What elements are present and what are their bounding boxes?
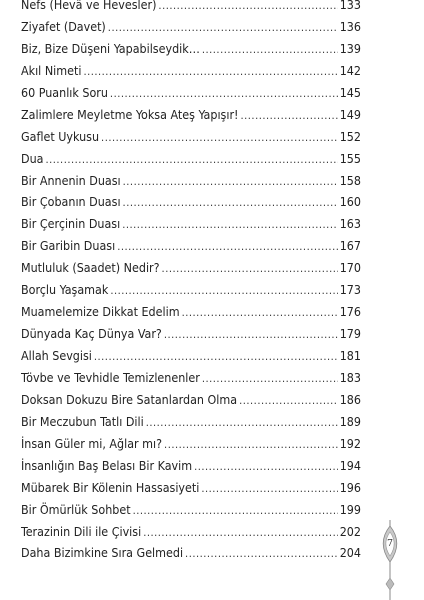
toc-entry-page: 170 [339,260,361,276]
toc-entry-title: Mutluluk (Saadet) Nedir? [21,260,160,276]
toc-entry-title: Muamelemize Dikkat Edelim [21,304,180,320]
toc-entry [21,370,361,392]
toc-entry-title: Terazinin Dili ile Çivisi [21,523,142,539]
dot-leader [110,87,338,100]
dot-leader [194,460,338,473]
toc-entry [21,41,361,63]
toc-entry-title: Bir Çerçinin Duası [21,216,121,232]
toc-entry [21,173,361,195]
toc-entry [21,458,361,480]
dot-leader [123,196,338,209]
toc-entry-title: Daha Bizimkine Sıra Gelmedi [21,545,184,561]
toc-entry [21,392,361,414]
dot-leader [117,240,338,253]
toc-entry [21,502,361,524]
toc-entry-page: 181 [339,348,361,363]
toc-entry-page: 155 [339,150,361,166]
toc-entry [21,326,361,348]
toc-entry [21,414,361,436]
toc-entry-page: 199 [339,501,361,517]
dot-leader [164,328,338,341]
toc-entry-title: Allah Sevgisi [21,348,92,363]
dot-leader [182,306,338,319]
toc-entry-title: İnsanlığın Baş Belası Bir Kavim [21,457,193,473]
toc-entry [21,348,361,370]
toc-entry [21,282,361,304]
toc-entry [21,216,361,238]
toc-entry-page: 163 [339,216,361,232]
toc-entry-page: 145 [339,84,361,100]
toc-entry-title: Bir Meczubun Tatlı Dili [21,413,144,429]
dot-leader [94,350,338,363]
toc-entry-page: 176 [339,304,361,320]
page-ornament-icon [376,520,404,600]
toc-entry-title: 60 Puanlık Soru [21,84,108,100]
toc-entry-title: Zalimlere Meyletme Yoksa Ateş Yapışır! [21,106,239,122]
page-number: 7 [386,538,394,549]
toc-entry [21,304,361,326]
toc-entry-page: 192 [339,435,361,451]
dot-leader [123,175,338,188]
toc-entry-page: 196 [339,479,361,495]
toc-entry-title: Dünyada Kaç Dünya Var? [21,326,162,342]
toc-entry-page: 204 [339,545,361,561]
dot-leader [133,504,338,517]
dot-leader [201,482,337,495]
toc-entry [21,0,361,19]
toc-entry-title: Doksan Dokuzu Bire Satanlardan Olma [21,391,238,407]
toc-entry-title: Akıl Nimeti [21,62,82,78]
toc-entry-page: 179 [339,326,361,342]
dot-leader [143,526,338,539]
toc-entry-page: 202 [339,523,361,539]
toc-entry-page: 167 [339,238,361,254]
toc-entry-page: 186 [339,391,361,407]
toc-entry [21,107,361,129]
toc-entry [21,436,361,458]
dot-leader [110,284,337,297]
toc-entry-page: 173 [339,282,361,298]
toc-entry-page: 139 [339,40,361,56]
toc-entry [21,151,361,173]
toc-entry-title: Mübarek Bir Kölenin Hassasiyeti [21,479,200,495]
toc-entry-title: Bir Çobanın Duası [21,194,121,210]
dot-leader [108,21,338,34]
toc-entry-title: Gaflet Uykusu [21,128,100,144]
dot-leader [185,547,338,560]
dot-leader [202,372,338,385]
dot-leader [202,43,338,56]
dot-leader [146,416,338,429]
toc-entry-title: İnsan Güler mi, Ağlar mı? [21,435,163,451]
toc-entry-page: 152 [339,128,361,144]
toc-entry-title: Nefs (Hevâ ve Hevesler) [21,0,157,12]
toc-entry-title: Biz, Bize Düşeni Yapabilseydik… [21,40,200,56]
toc-entry [21,260,361,282]
toc-entry-page: 183 [339,369,361,385]
dot-leader [164,438,338,451]
toc-entry [21,480,361,502]
toc-entry [21,129,361,151]
toc-entry-page: 158 [339,172,361,188]
toc-entry-page: 149 [339,106,361,122]
toc-entry-page: 142 [339,62,361,78]
table-of-contents [21,0,361,567]
toc-entry-title: Ziyafet (Davet) [21,18,106,34]
toc-entry-page: 189 [339,413,361,429]
dot-leader [45,153,337,166]
dot-leader [122,218,338,231]
toc-entry-page: 194 [339,457,361,473]
toc-entry [21,524,361,546]
dot-leader [162,262,338,275]
toc-entry-title: Bir Garibin Duası [21,238,116,254]
toc-entry-title: Borçlu Yaşamak [21,282,109,298]
toc-entry-title: Dua [21,150,44,166]
dot-leader [241,109,338,122]
dot-leader [239,394,338,407]
toc-entry-page: 160 [339,194,361,210]
toc-entry [21,194,361,216]
toc-entry [21,19,361,41]
toc-entry-title: Bir Annenin Duası [21,172,121,188]
toc-entry [21,63,361,85]
dot-leader [101,131,338,144]
toc-entry [21,85,361,107]
toc-entry [21,238,361,260]
toc-entry-title: Bir Ömürlük Sohbet [21,501,131,517]
toc-entry [21,545,361,567]
toc-entry-title: Tövbe ve Tevhidle Temizlenenler [21,369,200,385]
toc-entry-page: 136 [339,18,361,34]
dot-leader [158,0,337,12]
dot-leader [83,65,337,78]
toc-entry-page: 133 [339,0,361,12]
